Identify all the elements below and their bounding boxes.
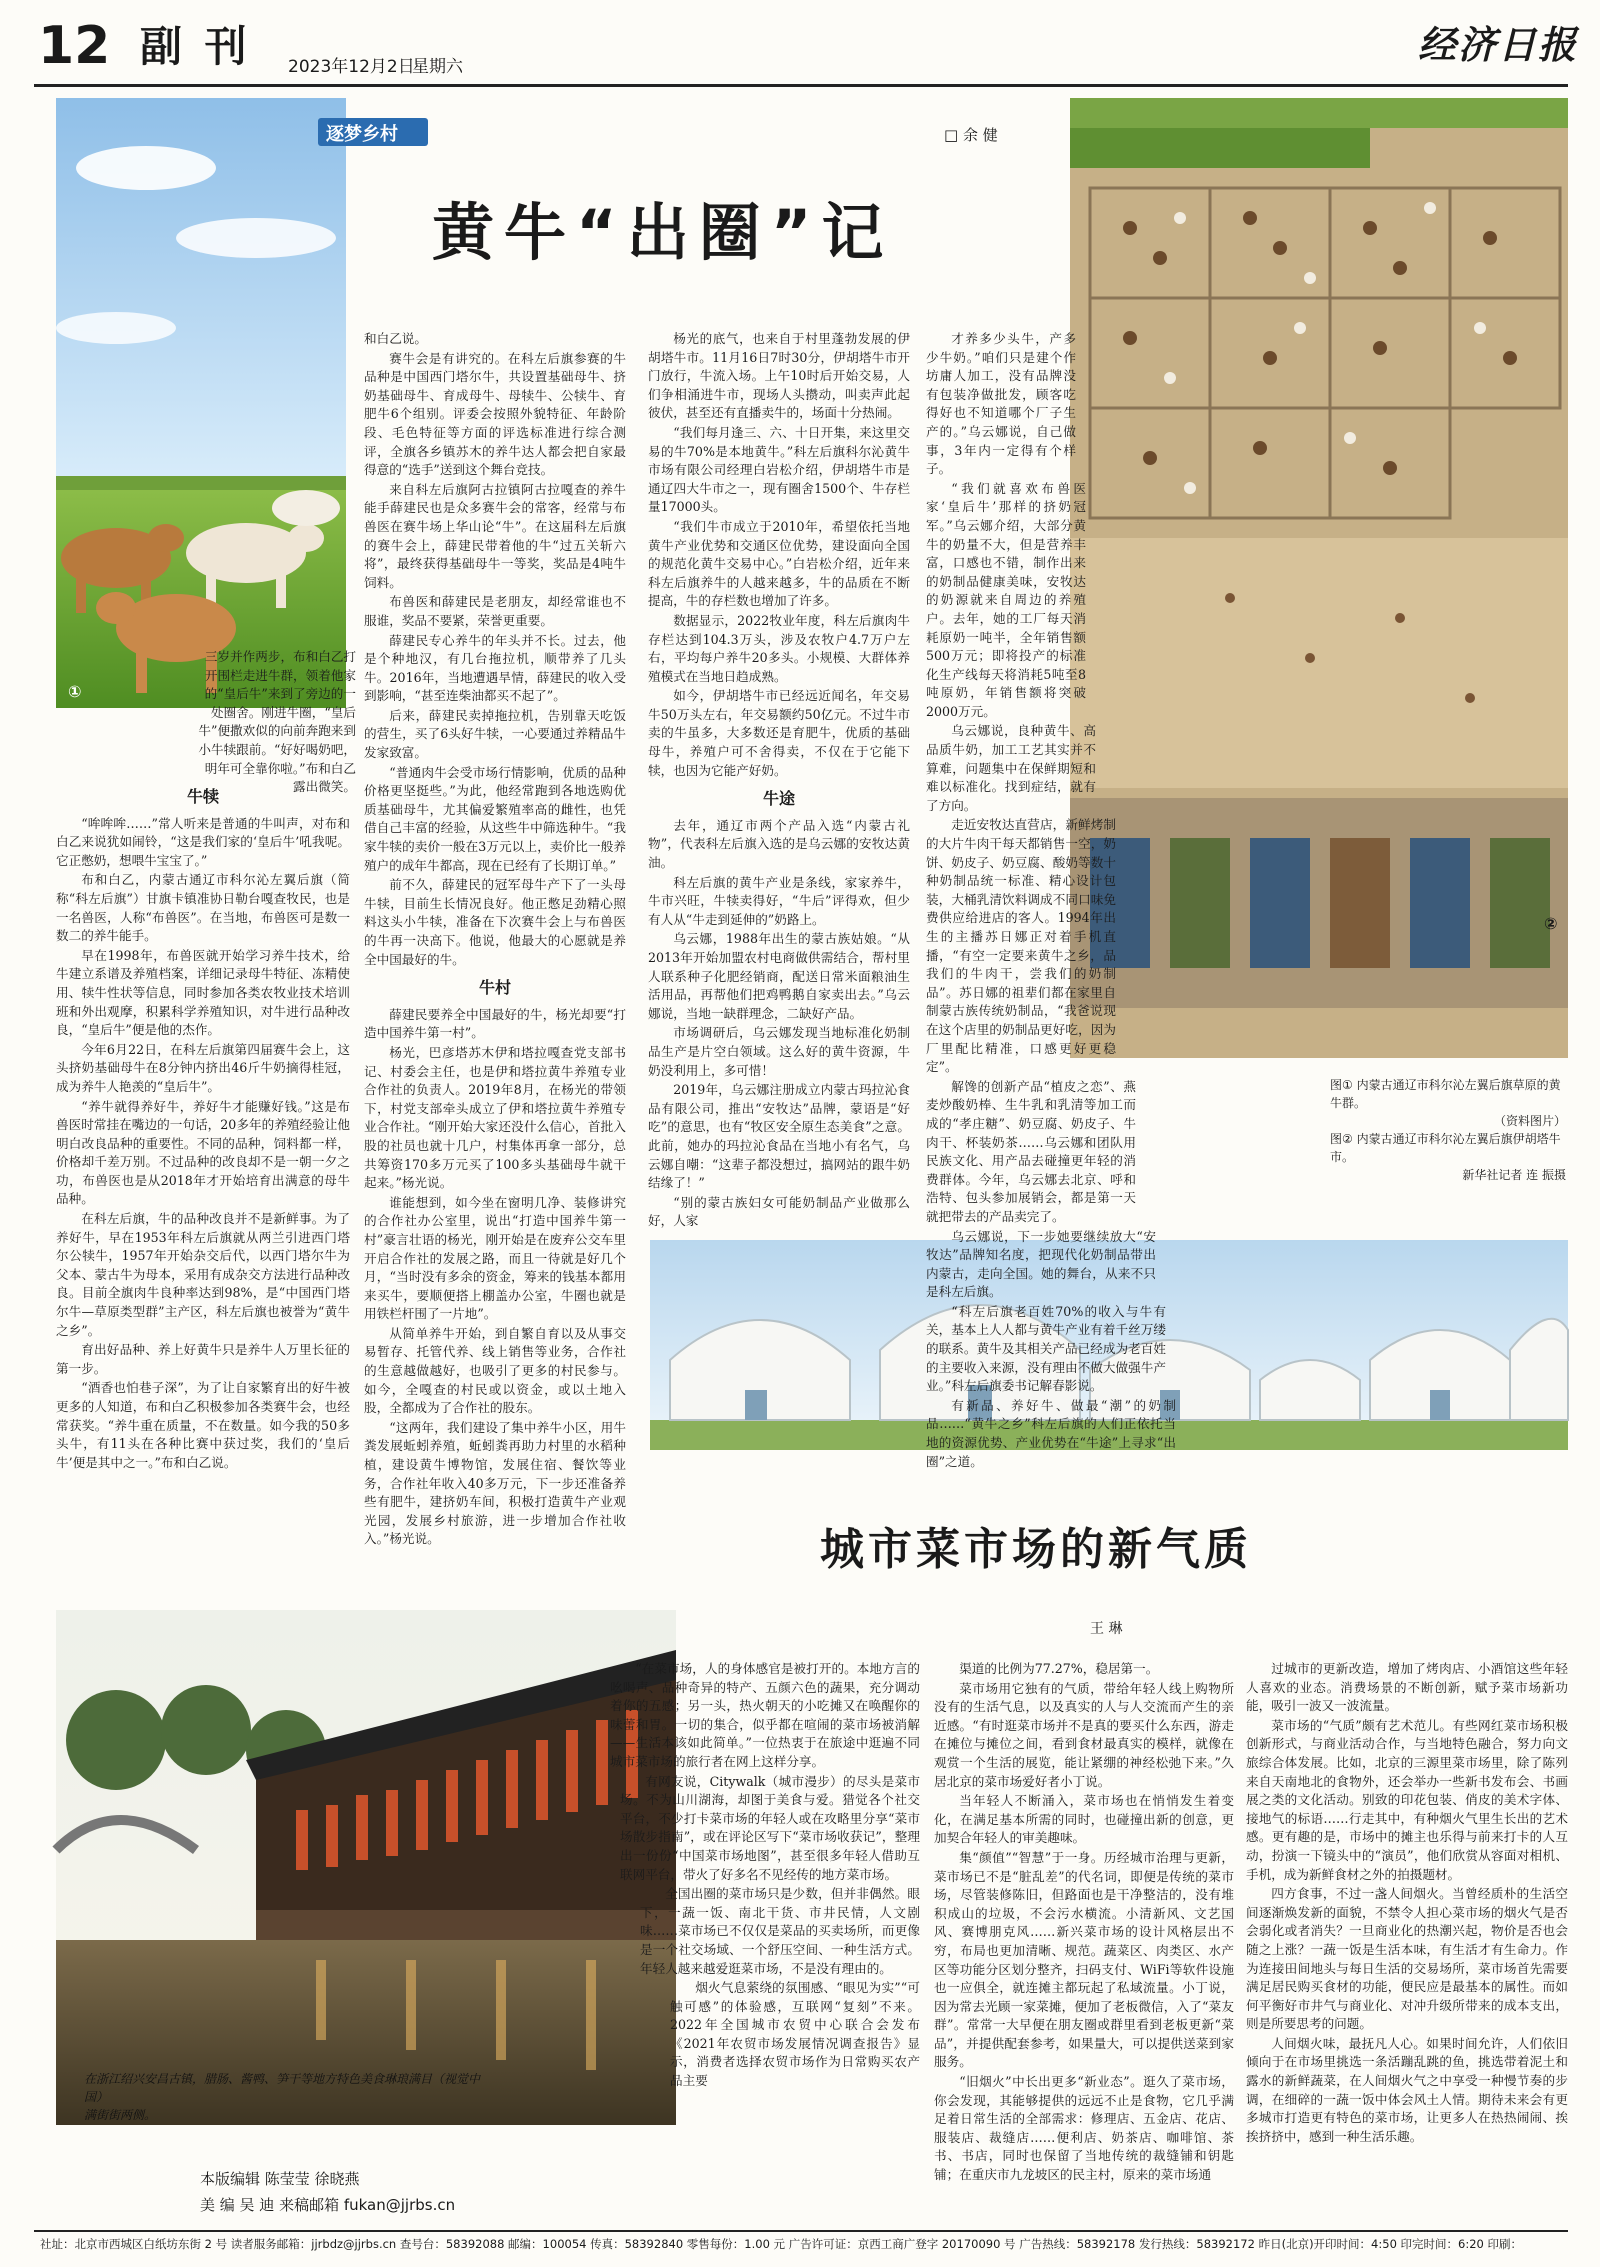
paragraph: 菜市场的“气质”颇有艺术范儿。有些网红菜市场积极创新形式，与商业活动合作，与当地特色融合，努力向文旅综合体发展。比如，北京的三源里菜市场里，除了陈列来自天南地北的食物外，还会举办一些新书发布会、书画展之类的文化活动。别致的印花包装、俏皮的美术字体、接地气的标语……行走其中，有种烟火气里生长出的艺术感。更有趣的是，市场中的摊主也乐得与前来打卡的人互动，扮演一下镜头中的“演员”，他们欣赏从容面对相机、手机，成为新鲜食材之外的拍摄题材。 [1246,1717,1568,1882]
paragraph: 烟火气息萦绕的氛围感、“眼见为实”“可触可感”的体验感，互联网“复刻”不来。2022年全国城市农贸中心联合会发布《2021年农贸市场发展情况调查报告》显示，消费者选择农贸市场作为日常购买农产品主要 [670,1980,920,2089]
article1-col2 [364,330,626,1547]
credits-editor: 本版编辑 陈莹莹 徐晓燕 [200,2170,360,2188]
paragraph: “养牛就得养好牛，养好牛才能赚好钱。”这是布兽医时常挂在嘴边的一句话，20多年的养殖经验让他明白改良品种的重要性。不同的品种，饲料都一样，价格却千差万别。不过品种的改良却不是一朝一夕之功，布兽医也是从2018年才开始培育出满意的母牛品种。 [56,1098,350,1207]
paragraph: 全国出圈的菜市场只是少数，但并非偶然。眼下，一蔬一饭、南北干货、市井民情，人文剧味……菜市场已不仅仅是菜品的买卖场所，而更像是一个社交场域、一个舒压空间、一种生活方式。年轻人越来越爱逛菜市场，不是没有理由的。 [640,1886,920,1976]
paragraph: “酒香也怕巷子深”，为了让自家繁育出的好牛被更多的人知道，布和白乙积极参加各类赛牛会，也经常获奖。“养牛重在质量，不在数量。如今我的50多头牛，有11头在各种比赛中获过奖，我们的‘皇后牛’便是其中之一。”布和白乙说。 [56,1380,350,1470]
lede-paragraph: 三岁并作两步，布和白乙打开围栏走进牛群，领着他家的“皇后牛”来到了旁边的一处圈舍。刚进牛圈，“皇后牛”便撒欢似的向前奔跑来到小牛犊跟前。“好好喝奶吧，明年可全靠你啦。”布和白乙露出微笑。 [198,649,356,795]
photo1-marker: ① [68,682,82,701]
article1-title: 黄牛“出圈”记 [432,196,894,269]
photo2-marker: ② [1544,914,1558,933]
paragraph: 科左后旗的黄牛产业是条线，家家养牛，牛市兴旺，牛犊卖得好，“牛后”评得欢，但少有人从“牛走到延伸的”奶路上。 [648,874,910,927]
market-photo-caption [84,2070,504,2124]
paragraph: 人间烟火味，最抚凡人心。如果时间允许，人们依旧倾向于在市场里挑选一条活蹦乱跳的鱼，挑选带着泥土和露水的新鲜蔬菜，在人间烟火气之中享受一种慢节奏的步调，在细碎的一蔬一饭中体会风土人情。期待未来会有更多城市打造更有特色的菜市场，让更多人在热热闹闹、挨挨挤挤中，感到一种生活乐趣。 [1246,2035,1568,2144]
edition-credits [200,2166,455,2218]
footer-info: 社址：北京市西城区白纸坊东街 2 号 读者服务邮箱：jjrbdz@jjrbs.cn 查号台：58392088 邮编：100054 传真：58392840 零售每份：1.00 元 广告许可证：京西工商广登字 20170090 号 广告热线：58392178 发行热线：58392172 昨日(北京)开印时间：4:50 印完时间：6:20 印刷： [40,2237,1523,2251]
footer-rule [34,2230,1568,2232]
paragraph: 后来，薛建民卖掉拖拉机，告别靠天吃饭的营生，买了6头好牛犊，一心要通过养精品牛发家致富。 [364,707,626,761]
page-number: 12 [38,16,111,76]
paragraph: “哞哞哞……”常人听来是普通的牛叫声，对布和白乙来说犹如闹铃，“这是我们家的‘皇后牛’吼我呢。它正憋奶，想喂牛宝宝了。” [56,815,350,868]
cattle-pasture-photo [56,98,346,708]
paragraph: “我们就喜欢布兽医家‘皇后牛’那样的挤奶冠军。”乌云娜介绍，大部分黄牛的奶量不大，但是营养丰富，口感也不错，制作出来的奶制品健康美味，安牧达的奶源就来自周边的养殖户。去年，她的工厂每天消耗原奶一吨半，全年销售额500万元；即将投产的标准化生产线每天将消耗5吨至8吨原奶，年销售额将突破2000万元。 [926,480,1086,719]
paragraph: 来自科左后旗阿古拉镇阿古拉嘎查的养牛能手薛建民也是众多赛牛会的常客，经常与布兽医在赛牛场上华山论“牛”。在这届科左后旗的赛牛会上，薛建民带着他的牛“过五关斩六将”，最终获得基础母牛一等奖，奖品是4吨牛饲料。 [364,481,626,590]
paragraph: “在菜市场，人的身体感官是被打开的。本地方言的吆喝声、品种奇异的特产、五颜六色的蔬果，充分调动着你的五感；另一头，热火朝天的小吃摊又在唤醒你的味蕾和胃。一切的集合，似乎都在喧闹的菜市场被消解——生活本该如此简单。”一位热衷于在旅途中逛遍不同城市菜市场的旅行者在网上这样分享。 [610,1661,920,1769]
paragraph: 四方食事，不过一盏人间烟火。当曾经质朴的生活空间逐渐焕发新的面貌，不禁令人担心菜市场的烟火气是否会弱化或者消失？一旦商业化的热潮兴起，物价是否也会随之上涨？一蔬一饭是生活本味，有生活才有生命力。作为连接田间地头与每日生活的交易场所，菜市场首先需要满足居民购买食材的功能，便民应是最基本的属性。而如何平衡好市井气与商业化、对冲升级所带来的成本支出，则是所要思考的问题。 [1246,1886,1568,2032]
paragraph: 走近安牧达直营店，新鲜烤制的大片牛肉干每天都销售一空，奶饼、奶皮子、奶豆腐、酸奶等数十种奶制品统一标准、精心设计包装，大桶乳清饮料调成不同口味免费供应给进店的客人。1994年出生的主播苏日娜正对着手机直播，“有空一定要来黄牛之乡，品我们的牛肉干，尝我们的奶制品”。苏日娜的祖辈们都在家里自制蒙古族传统奶制品，“我爸说现在这个店里的奶制品更好吃，因为厂里配比精准，口感更好更稳定”。 [926,817,1116,1075]
paragraph: 乌云娜说，下一步她要继续放大“安牧达”品牌知名度，把现代化奶制品带出内蒙古，走向全国。她的舞台，从来不只是科左后旗。 [926,1228,1156,1300]
paragraph: 早在1998年，布兽医就开始学习养牛技术，给牛建立系谱及养殖档案，详细记录母牛特征、冻精使用、犊牛性状等信息，同时参加各类农牧业技术培训班和外出观摩，积累科学养殖知识，对牛进行品种改良，“皇后牛”便是他的杰作。 [56,947,350,1038]
article2-title: 城市菜市场的新气质 [820,1524,1252,1575]
cattle-pasture-illustration [56,98,346,708]
paragraph: “旧烟火”中长出更多“新业态”。逛久了菜市场，你会发现，其能够提供的远远不止是食物，它几乎满足着日常生活的全部需求：修理店、五金店、花店、服装店、裁缝店……便利店、奶茶店、咖啡馆、茶书、书店，同时也保留了当地传统的裁缝铺和钥匙铺；在重庆市九龙坡区的民主村，原来的菜市场通 [934,2074,1234,2183]
paragraph: 如今，伊胡塔牛市已经远近闻名，年交易牛50万头左右，年交易额约50亿元。不过牛市卖的牛虽多，大多数还是育肥牛，优质的基础母牛，养殖户可不舍得卖，不仅在于它能下犊，也因为它能产好奶。 [648,688,910,778]
paragraph: 去年，通辽市两个产品入选“内蒙古礼物”，代表科左后旗入选的是乌云娜的安牧达黄油。 [648,817,910,871]
paragraph: 有网友说，Citywalk（城市漫步）的尽头是菜市场。不为山川湖海，却图于美食与爱。猎觉各个社交平台，不少打卡菜市场的年轻人或在攻略里分享“菜市场散步指南”，或在评论区写下“菜市场收获记”，整理出一份份“中国菜市场地图”，甚至很多年轻人借助互联网平台，带火了好多名不见经传的地方菜市场。 [620,1773,920,1882]
paragraph: 当年轻人不断涌入，菜市场也在悄悄发生着变化，在满足基本所需的同时，也碰撞出新的创意，更加契合年轻人的审美趣味。 [934,1793,1234,1846]
article2-col3 [1246,1660,1568,2155]
masthead-rule [34,84,1568,87]
credits-designer: 美 编 吴 迪 来稿邮箱 fukan@jjrbs.cn [200,2196,456,2214]
article2-col1 [590,1660,920,2155]
article1-col4 [926,330,1216,1469]
paragraph: 渠道的比例为77.27%，稳居第一。 [959,1661,1159,1676]
paragraph: 2019年，乌云娜注册成立内蒙古玛拉沁食品有限公司，推出“安牧达”品牌，蒙语是“好吃”的意思，也有“牧区安全原生态美食”之意。此前，她办的玛拉沁食品在当地小有名气，乌云娜自嘲：“这辈子都没想过，搞网站的跟牛奶结缘了！” [648,1082,910,1191]
paragraph: 在科左后旗，牛的品种改良并不是新鲜事。为了养好牛，早在1953年科左后旗就从两兰引进西门塔尔公犊牛，1957年开始杂交后代，以西门塔尔牛为父本、蒙古牛为母本，采用有成杂交方法进行品种改良。目前全旗肉牛良种率达到98%，是“中国西门塔尔牛—草原类型群”主产区，科左后旗也被誉为“黄牛之乡”。 [56,1211,350,1338]
paragraph: 布和白乙，内蒙古通辽市科尔沁左翼后旗（简称“科左后旗”）甘旗卡镇准协日勒台嘎查牧民，也是一名兽医，人称“布兽医”。在当地，布兽医可是数一数二的养牛能手。 [56,872,350,944]
article1-lede [56,648,356,795]
issue-weekday: 星期六 [412,57,463,77]
paragraph: 过城市的更新改造，增加了烤肉店、小酒馆这些年轻人喜欢的业态。消费场景的不断创新，赋予菜市场新功能，吸引一波又一波流量。 [1246,1661,1568,1714]
paragraph: “别的蒙古族妇女可能奶制品产业做那么好，人家 [648,1194,910,1229]
paragraph: “普通肉牛会受市场行情影响，优质的品种价格更坚挺些。”为此，他经常跑到各地选购优质基础母牛，尤其偏爱繁殖率高的雌性，也凭借自己丰富的经验，从这些牛中筛选种牛。“我家牛犊的卖价一般在3万元以上，卖价比一般养殖户的成年牛都高，现在已经有了长期订单。” [364,764,626,873]
paragraph: “科左后旗老百姓70%的收入与牛有关，基本上人人都与黄牛产业有着千丝万缕的联系。黄牛及其相关产品已经成为老百姓的主要收入来源，没有理由不做大做强牛产业。”科左后旗委书记解春影说。 [926,1303,1166,1394]
caption-line: 图② 内蒙古通辽市科尔沁左翼后旗伊胡塔牛市。 [1330,1132,1561,1164]
article1-byline: □ 余 健 [944,126,998,144]
paragraph: 育出好品种、养上好黄牛只是养牛人万里长征的第一步。 [56,1342,350,1376]
article2-col2 [934,1660,1234,2183]
photo-captions [1330,1076,1566,1184]
caption-text: 在浙江绍兴安昌古镇，腊肠、酱鸭、笋干等地方特色美食琳琅满目 [84,2072,433,2086]
masthead [0,0,1600,86]
paragraph: 杨光的底气，也来自于村里蓬勃发展的伊胡塔牛市。11月16日7时30分，伊胡塔牛市开门放行，牛流入场。上午10时后开始交易，人们争相涌进牛市，现场人头攒动，叫卖声此起彼伏，甚至还有直播卖牛的，场面十分热闹。 [648,331,910,421]
article1-col3 [648,330,910,1235]
paragraph: “我们每月逢三、六、十日开集，来这里交易的牛70%是本地黄牛。”科左后旗科尔沁黄牛市场有限公司经理白岩松介绍，伊胡塔牛市是通辽四大牛市之一，现有圈舍1500个、牛存栏量17000头。 [648,424,910,515]
market-street-photo [56,1610,676,2125]
article2-byline: 王 琳 [1090,1621,1123,1637]
paragraph: 赛牛会是有讲究的。在科左后旗参赛的牛品种是中国西门塔尔牛，共设置基础母牛、挤奶基础母牛、育成母牛、母犊牛、公犊牛、育肥牛6个组别。评委会按照外貌特征、年龄阶段、毛色特征等方面的评选标准进行综合测评，全旗各乡镇苏木的养牛达人都会把自家最得意的“选手”送到这个舞台竞技。 [364,350,626,478]
paragraph: 杨光，巴彦塔苏木伊和塔拉嘎查党支部书记、村委会主任，也是伊和塔拉黄牛养殖专业合作社的负责人。2019年8月，在杨光的带领下，村党支部牵头成立了伊和塔拉黄牛养殖专业合作社。“刚开始大家还没什么信心，首批入股的社员也就十几户，村集体再拿一部分，总共筹资170多万元买了100多头基础母牛就干起来。”杨光说。 [364,1044,626,1191]
paragraph: 集“颜值”“智慧”于一身。历经城市治理与更新，菜市场已不是“脏乱差”的代名词，即便是传统的菜市场，尽管装修陈旧，但路面也是干净整洁的，没有堆积成山的垃圾，不会污水横流。小清新风、文艺国风、赛博朋克风……新兴菜市场的设计风格层出不穷，布局也更加清晰、规范。蔬菜区、肉类区、水产区等功能分区划分整齐，扫码支付、WiFi等软件设施也一应俱全，就连摊主都玩起了私域流量。小丁说，因为常去光顾一家菜摊，便加了老板微信，入了“菜友群”。常常一大早便在朋友圈或群里看到老板更新“菜品”，并提供配套参考，如果量大，可以提供送菜到家服务。 [934,1849,1234,2070]
section-name: 副 刊 [140,22,251,71]
paragraph: 市场调研后，乌云娜发现当地标准化奶制品生产是片空白领域。这么好的黄牛资源，牛奶没利用上，多可惜！ [648,1025,910,1078]
paragraph: 布兽医和薛建民是老朋友，却经常谁也不服谁，奖品不要紧，荣誉更重要。 [364,594,626,628]
caption-credit: （视觉中国） [84,2072,481,2104]
subhead-niudu: 牛犊 [186,787,219,806]
paragraph: 解馋的创新产品“植皮之恋”、燕麦炒酸奶棒、生牛乳和乳清等加工而成的“孝庄糖”、奶豆腐、奶皮子、牛肉干、杯装奶茶……乌云娜和团队用民族文化、用产品去碰撞更年轻的消费群体。今年，乌云娜去北京、呼和浩特、包头参加展销会，都是第一天就把带去的产品卖完了。 [926,1078,1136,1224]
paragraph: “这两年，我们建设了集中养牛小区，用牛粪发展蚯蚓养殖，蚯蚓粪再助力村里的水稻种植，建设黄牛博物馆，发展住宿、餐饮等业务，合作社年收入40多万元，下一步还准备养些有肥牛，建挤奶车间，积极打造黄牛产业观光园，发展乡村旅游，进一步增加合作社收入。”杨光说。 [364,1419,626,1547]
paper-logo: 经济日报 [1418,22,1579,67]
paragraph: 和白乙说。 [364,331,427,346]
paragraph: 薛建民要养全中国最好的牛，杨光却要“打造中国养牛第一村”。 [364,1006,626,1041]
subhead-niucun: 牛村 [478,978,511,998]
paragraph: 今年6月22日，在科左后旗第四届赛牛会上，这头挤奶基础母牛在8分钟内挤出46斤牛奶摘得桂冠，成为养牛人艳羡的“皇后牛”。 [56,1041,350,1094]
caption-line: 新华社记者 连 振摄 [1462,1168,1566,1182]
water-town-illustration [56,1610,676,2125]
paragraph: 菜市场用它独有的气质，带给年轻人线上购物所没有的生活气息，以及真实的人与人交流而产生的亲近感。“有时逛菜市场并不是真的要买什么东西，游走在摊位与摊位之间，看到食材最真实的模样，就像在观赏一个生活的展览，能让紧绷的神经松弛下来。”久居北京的菜市场爱好者小丁说。 [934,1680,1234,1789]
caption-text-2: 满街街两侧。 [84,2108,157,2122]
paragraph: 前不久，薛建民的冠军母牛产下了一头母牛犊，目前生长情况良好。他正憋足劲精心照料这头小牛犊，准备在下次赛牛会上与布兽医的牛再一决高下。他说，他最大的心愿就是养全中国最好的牛。 [364,877,626,967]
paragraph: 才养多少头牛，产多少牛奶。”咱们只是建个作坊庸人加工，没有品牌没有包装净做批发，顾客吃得好也不知道哪个厂子生产的。”乌云娜说，自己做事，3年内一定得有个样子。 [926,331,1076,477]
paragraph: 数据显示，2022牧业年度，科左后旗肉牛存栏达到104.3万头，涉及农牧户4.7万户左右，平均每户养牛20多头。小规模、大群体养殖模式在当地日趋成熟。 [648,612,910,684]
column-badge-label: 逐梦乡村 [326,124,398,145]
paragraph: 有新品、养好牛、做最“潮”的奶制品……“黄牛之乡”科左后旗的人们正依托当地的资源优势、产业优势在“牛途”上寻求“出圈”之道。 [926,1397,1176,1469]
subhead-niutu: 牛途 [762,789,795,809]
paragraph: 乌云娜说，良种黄牛、高品质牛奶，加工工艺其实并不算难，问题集中在保鲜期短和难以标准化。找到症结，就有了方向。 [926,723,1096,813]
issue-date: 2023年12月2日 [288,57,415,77]
paragraph: 薛建民专心养牛的年头并不长。过去，他是个种地汉，有几台拖拉机，顺带养了几头牛。2016年，当地遭遇旱情，薛建民的收入受到影响，“甚至连柴油都买不起了”。 [364,632,626,704]
paragraph: 谁能想到，如今坐在窗明几净、装修讲究的合作社办公室里，说出“打造中国养牛第一村”豪言壮语的杨光，刚开始是在废弃公交车里开启合作社的发展之路，而且一待就是好几个月，“当时没有多余的资金，筹来的钱基本都用来买牛，要顺便搭上棚盖办公室，牛圈也就是用铁栏杆围了一片地”。 [364,1194,626,1322]
paragraph: “我们牛市成立于2010年，希望依托当地黄牛产业优势和交通区位优势，建设面向全国的规范化黄牛交易中心。”白岩松介绍，近年来科左后旗养牛的人越来越多，牛的品质在不断提高，牛的存栏数也增加了许多。 [648,518,910,609]
caption-line: （资料图片） [1493,1114,1566,1128]
paragraph: 乌云娜，1988年出生的蒙古族姑娘。“从2013年开始加盟农村电商做供需结合，帮村里人联系种子化肥经销商，配送日常米面粮油生活用品，再帮他们把鸡鸭鹅自家卖出去。”乌云娜说，当地一缺群理念，二缺好产品。 [648,931,910,1021]
article1-col1 [56,778,350,1526]
caption-line: 图① 内蒙古通辽市科尔沁左翼后旗草原的黄牛群。 [1330,1078,1561,1110]
paragraph: 从简单养牛开始，到自繁自育以及从事交易暂存、托管代养、线上销售等业务，合作社的生意越做越好，也吸引了更多的村民参与。如今，全嘎查的村民或以资金，或以土地入股，全都成为了合作社的股东。 [364,1325,626,1416]
